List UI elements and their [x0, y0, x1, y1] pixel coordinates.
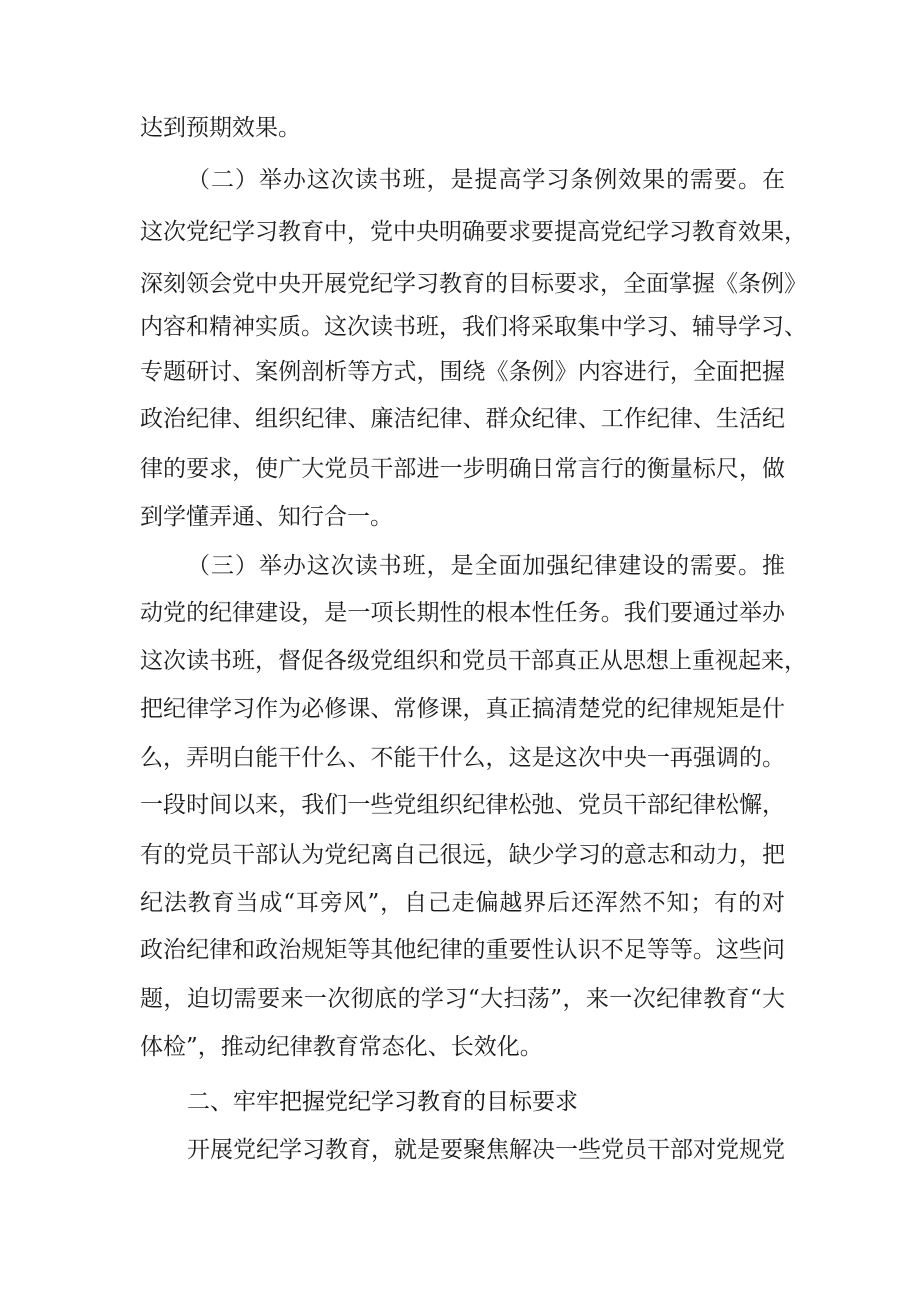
text-line-8: 律的要求，使广大党员干部进一步明确日常言行的衡量标尺，做 [140, 456, 785, 482]
text-line-7: 政治纪律、组织纪律、廉洁纪律、群众纪律、工作纪律、生活纪 [140, 406, 785, 432]
text-line-18: 政治纪律和政治规矩等其他纪律的重要性认识不足等等。这些问 [140, 937, 785, 963]
text-line-5: 内容和精神实质。这次读书班，我们将采取集中学习、辅导学习、 [140, 314, 807, 340]
text-line-17: 纪法教育当成“耳旁风”，自己走偏越界后还浑然不知；有的对 [140, 890, 785, 916]
text-line-20: 体检”，推动纪律教育常态化、长效化。 [140, 1034, 543, 1060]
text-line-1: 达到预期效果。 [140, 115, 301, 141]
text-line-9: 到学懂弄通、知行合一。 [140, 504, 393, 530]
text-line-10: （三）举办这次读书班，是全面加强纪律建设的需要。推 [187, 553, 785, 579]
text-line-11: 动党的纪律建设，是一项长期性的根本性任务。我们要通过举办 [140, 600, 785, 626]
text-line-2: （二）举办这次读书班，是提高学习条例效果的需要。在 [187, 167, 785, 193]
text-line-13: 把纪律学习作为必修课、常修课，真正搞清楚党的纪律规矩是什 [140, 696, 785, 722]
text-line-16: 有的党员干部认为党纪离自己很远，缺少学习的意志和动力，把 [140, 842, 785, 868]
text-line-12: 这次读书班，督促各级党组织和党员干部真正从思想上重视起来， [140, 648, 807, 674]
text-line-4: 深刻领会党中央开展党纪学习教育的目标要求，全面掌握《条例》 [140, 271, 807, 297]
text-line-15: 一段时间以来，我们一些党组织纪律松弛、党员干部纪律松懈， [140, 792, 785, 818]
text-line-14: 么，弄明白能干什么、不能干什么，这是这次中央一再强调的。 [140, 745, 785, 771]
text-line-6: 专题研讨、案例剖析等方式，围绕《条例》内容进行，全面把握 [140, 359, 785, 385]
text-line-final: 开展党纪学习教育，就是要聚焦解决一些党员干部对党规党 [187, 1137, 785, 1163]
text-line-19: 题，迫切需要来一次彻底的学习“大扫荡”，来一次纪律教育“大 [140, 986, 785, 1012]
text-line-3: 这次党纪学习教育中，党中央明确要求要提高党纪学习教育效果， [140, 219, 807, 245]
section-heading: 二、牢牢把握党纪学习教育的目标要求 [187, 1089, 578, 1115]
